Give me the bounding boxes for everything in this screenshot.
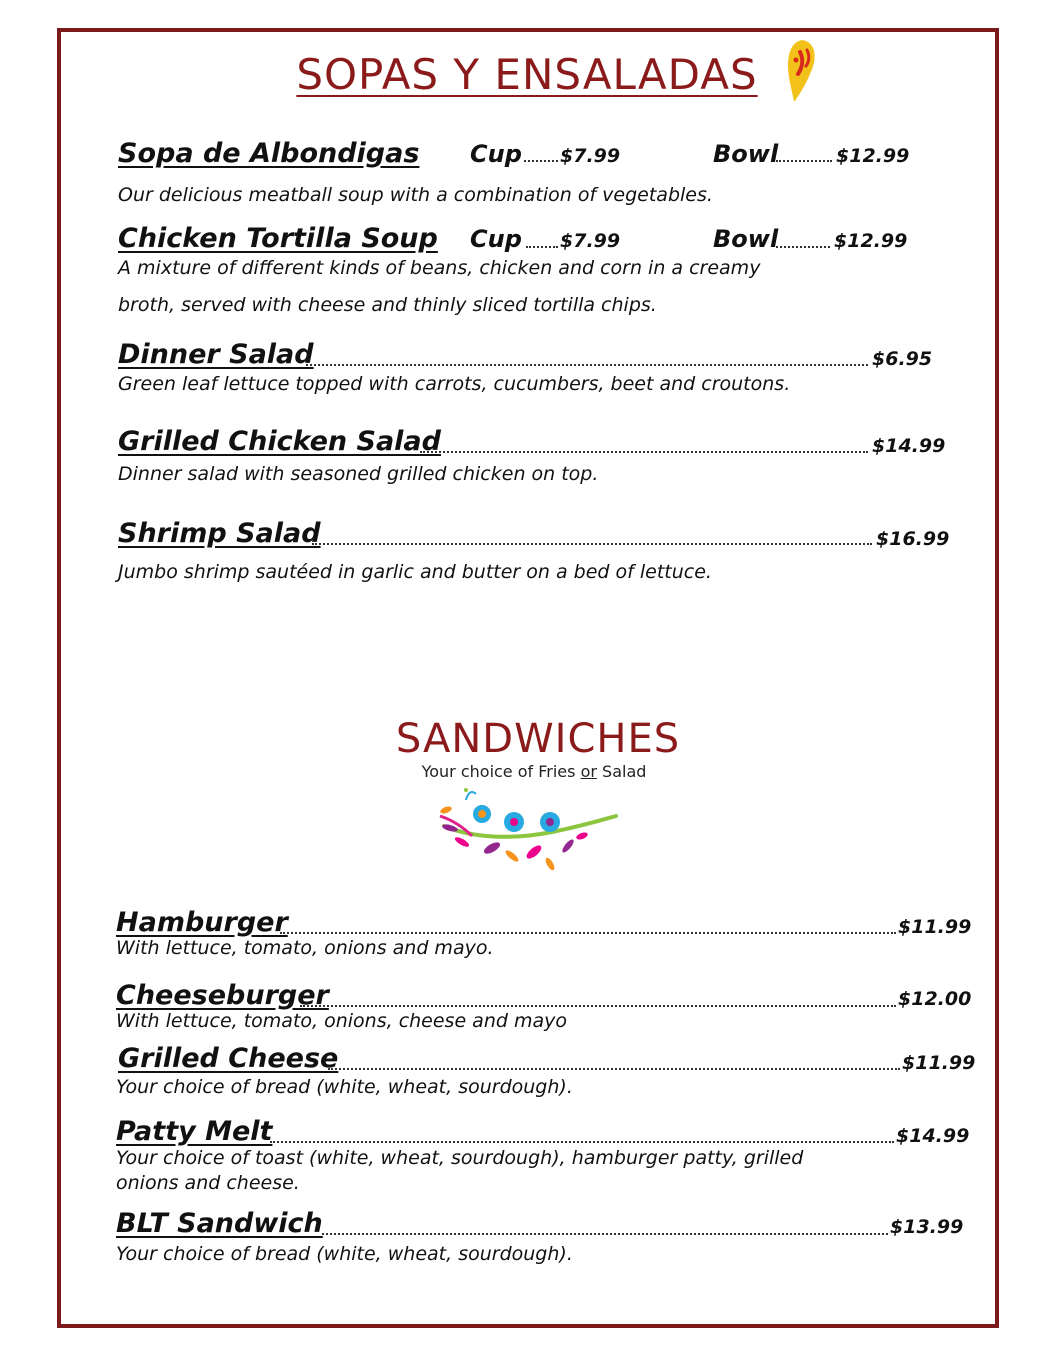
soup-description-line1: A mixture of different kinds of beans, chicken and corn in a creamy	[118, 257, 761, 279]
sandwich-price: $11.99	[898, 916, 972, 938]
salad-name-dinner: Dinner Salad	[118, 339, 314, 370]
sandwich-description: Your choice of bread (white, wheat, sourdough).	[116, 1076, 573, 1098]
floral-vine-icon	[432, 786, 622, 872]
sandwich-price: $13.99	[890, 1216, 964, 1238]
sandwich-price: $14.99	[896, 1125, 970, 1147]
salad-price: $16.99	[876, 528, 950, 550]
sandwiches-heading: SANDWICHES	[395, 716, 681, 762]
sandwich-name-hamburger: Hamburger	[116, 907, 288, 938]
soup-name-albondigas: Sopa de Albondigas	[118, 138, 420, 169]
cup-label: Cup	[470, 140, 522, 168]
bowl-label: Bowl	[713, 140, 779, 168]
bowl-price: $12.99	[834, 230, 908, 252]
sandwich-name-patty-melt: Patty Melt	[116, 1116, 273, 1147]
salad-price: $14.99	[872, 435, 946, 457]
sandwich-description-line1: Your choice of toast (white, wheat, sourdough), hamburger patty, grilled	[116, 1147, 804, 1169]
salad-description: Green leaf lettuce topped with carrots, cucumbers, beet and croutons.	[118, 373, 791, 395]
sandwich-description: With lettuce, tomato, onions and mayo.	[116, 937, 494, 959]
salad-name-shrimp: Shrimp Salad	[118, 518, 321, 549]
soups-salads-heading: SOPAS Y ENSALADAS	[296, 50, 758, 99]
sandwich-description-line2: onions and cheese.	[116, 1172, 300, 1194]
bowl-label: Bowl	[713, 225, 779, 253]
sandwich-description: With lettuce, tomato, onions, cheese and mayo	[116, 1010, 567, 1032]
sandwich-name-cheeseburger: Cheeseburger	[116, 980, 329, 1011]
salad-price: $6.95	[872, 348, 933, 370]
soup-description: Our delicious meatball soup with a combination of vegetables.	[118, 184, 713, 206]
sandwich-price: $11.99	[902, 1052, 976, 1074]
sandwich-name-grilled-cheese: Grilled Cheese	[118, 1043, 339, 1074]
cup-price: $7.99	[560, 145, 621, 167]
sandwich-price: $12.00	[898, 988, 972, 1010]
salad-description: Jumbo shrimp sautéed in garlic and butter on a bed of lettuce.	[118, 561, 712, 583]
sandwich-name-blt: BLT Sandwich	[116, 1208, 323, 1239]
salad-description: Dinner salad with seasoned grilled chicken on top.	[118, 463, 599, 485]
soup-name-tortilla: Chicken Tortilla Soup	[118, 223, 438, 254]
bowl-price: $12.99	[836, 145, 910, 167]
cup-price: $7.99	[560, 230, 621, 252]
sandwiches-subtitle: Your choice of Fries or Salad	[421, 762, 647, 781]
cup-label: Cup	[470, 225, 522, 253]
salad-name-grilled-chicken: Grilled Chicken Salad	[118, 426, 441, 457]
soup-description-line2: broth, served with cheese and thinly sliced tortilla chips.	[118, 294, 657, 316]
sandwich-description: Your choice of bread (white, wheat, sourdough).	[116, 1243, 573, 1265]
chili-pepper-icon	[782, 38, 822, 104]
